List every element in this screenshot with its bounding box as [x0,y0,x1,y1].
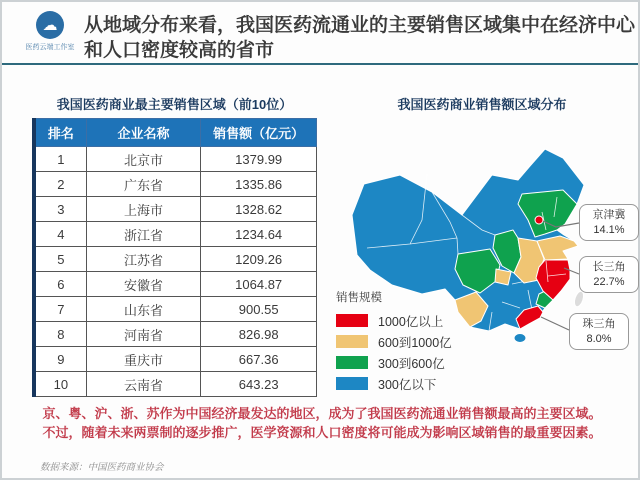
sales-cell: 1064.87 [201,272,317,297]
sales-cell: 643.23 [201,372,317,397]
map-region-taiwan [573,290,586,308]
col-header-rank: 排名 [34,119,86,147]
table-row [34,197,317,222]
province-cell: 山东省 [86,297,201,322]
callout-changsanjiao [579,256,639,293]
legend-label: 300亿以下 [378,377,437,392]
callout-value: 14.1% [593,223,625,236]
callout-value: 22.7% [593,275,625,288]
table-body [34,147,317,397]
rank-cell: 5 [34,247,86,272]
callout-line-zhusanjiao [541,317,569,330]
table-row [34,172,317,197]
callout-jingjinji [579,204,639,241]
map-region-hainan [514,334,526,343]
col-header-name: 企业名称 [86,119,201,147]
logo [22,11,78,52]
logo-text: 医药云端工作室 [25,44,75,51]
callout-name: 京津冀 [592,209,626,222]
rank-cell: 10 [34,372,86,397]
summary-note-line1: 京、粤、沪、浙、苏作为中国经济最发达的地区，成为了我国医药流通业销售额最高的主要区域。 [42,406,602,421]
sales-cell: 667.36 [201,347,317,372]
callout-name: 长三角 [592,261,626,274]
province-cell: 安徽省 [86,272,201,297]
data-source: 数据来源：中国医药商业协会 [40,462,164,473]
rank-cell: 9 [34,347,86,372]
cloud-icon: ☁ [36,11,64,39]
legend-item [336,352,452,373]
callout-zhusanjiao [569,313,629,350]
legend-swatch [336,356,368,369]
callout-value: 8.0% [586,332,612,345]
legend-item [336,373,452,394]
summary-note-line2: 不过，随着未来两票制的逐步推广，医学资源和人口密度将可能成为影响区域销售的最重要因素。 [42,424,602,440]
province-cell: 重庆市 [86,347,201,372]
province-cell: 江苏省 [86,247,201,272]
table-row [34,272,317,297]
page-title: 从地域分布来看，我国医药流通业的主要销售区域集中在经济中心和人口密度较高的省市 [84,15,636,61]
map-legend [336,289,452,394]
legend-swatch [336,377,368,390]
table-row [34,297,317,322]
rank-cell: 7 [34,297,86,322]
rank-cell: 3 [34,197,86,222]
rank-cell: 1 [34,147,86,172]
province-cell: 北京市 [86,147,201,172]
province-cell: 浙江省 [86,222,201,247]
summary-note [22,405,622,443]
header-divider [2,63,638,65]
province-cell: 上海市 [86,197,201,222]
legend-swatch [336,335,368,348]
province-cell: 河南省 [86,322,201,347]
sales-cell: 1379.99 [201,147,317,172]
col-header-sales: 销售额（亿元） [201,119,317,147]
rank-cell: 2 [34,172,86,197]
table-row [34,222,317,247]
sales-cell: 1234.64 [201,222,317,247]
map-region-chongqing-yellow [495,269,511,285]
legend-label: 600到1000亿 [378,335,452,350]
rank-cell: 4 [34,222,86,247]
table-row [34,247,317,272]
sales-cell: 1335.86 [201,172,317,197]
table-header-row [34,119,317,147]
sales-cell: 1209.26 [201,247,317,272]
sales-rank-table [32,118,317,397]
table-title: 我国医药商业最主要销售区域（前10位） [56,97,293,112]
table-row [34,372,317,397]
legend-items [336,310,452,394]
province-cell: 广东省 [86,172,201,197]
map-title: 我国医药商业销售额区域分布 [397,97,567,112]
sales-cell: 1328.62 [201,197,317,222]
legend-item [336,331,452,352]
sales-cell: 826.98 [201,322,317,347]
legend-label: 1000亿以上 [378,314,444,329]
legend-swatch [336,314,368,327]
sales-cell: 900.55 [201,297,317,322]
rank-cell: 8 [34,322,86,347]
table-row [34,322,317,347]
province-cell: 云南省 [86,372,201,397]
legend-item [336,310,452,331]
table-row [34,347,317,372]
table-row [34,147,317,172]
map-region-beijing-red [535,216,543,224]
legend-label: 300到600亿 [378,356,445,371]
legend-title: 销售规模 [336,292,382,304]
rank-cell: 6 [34,272,86,297]
callout-name: 珠三角 [582,318,616,331]
